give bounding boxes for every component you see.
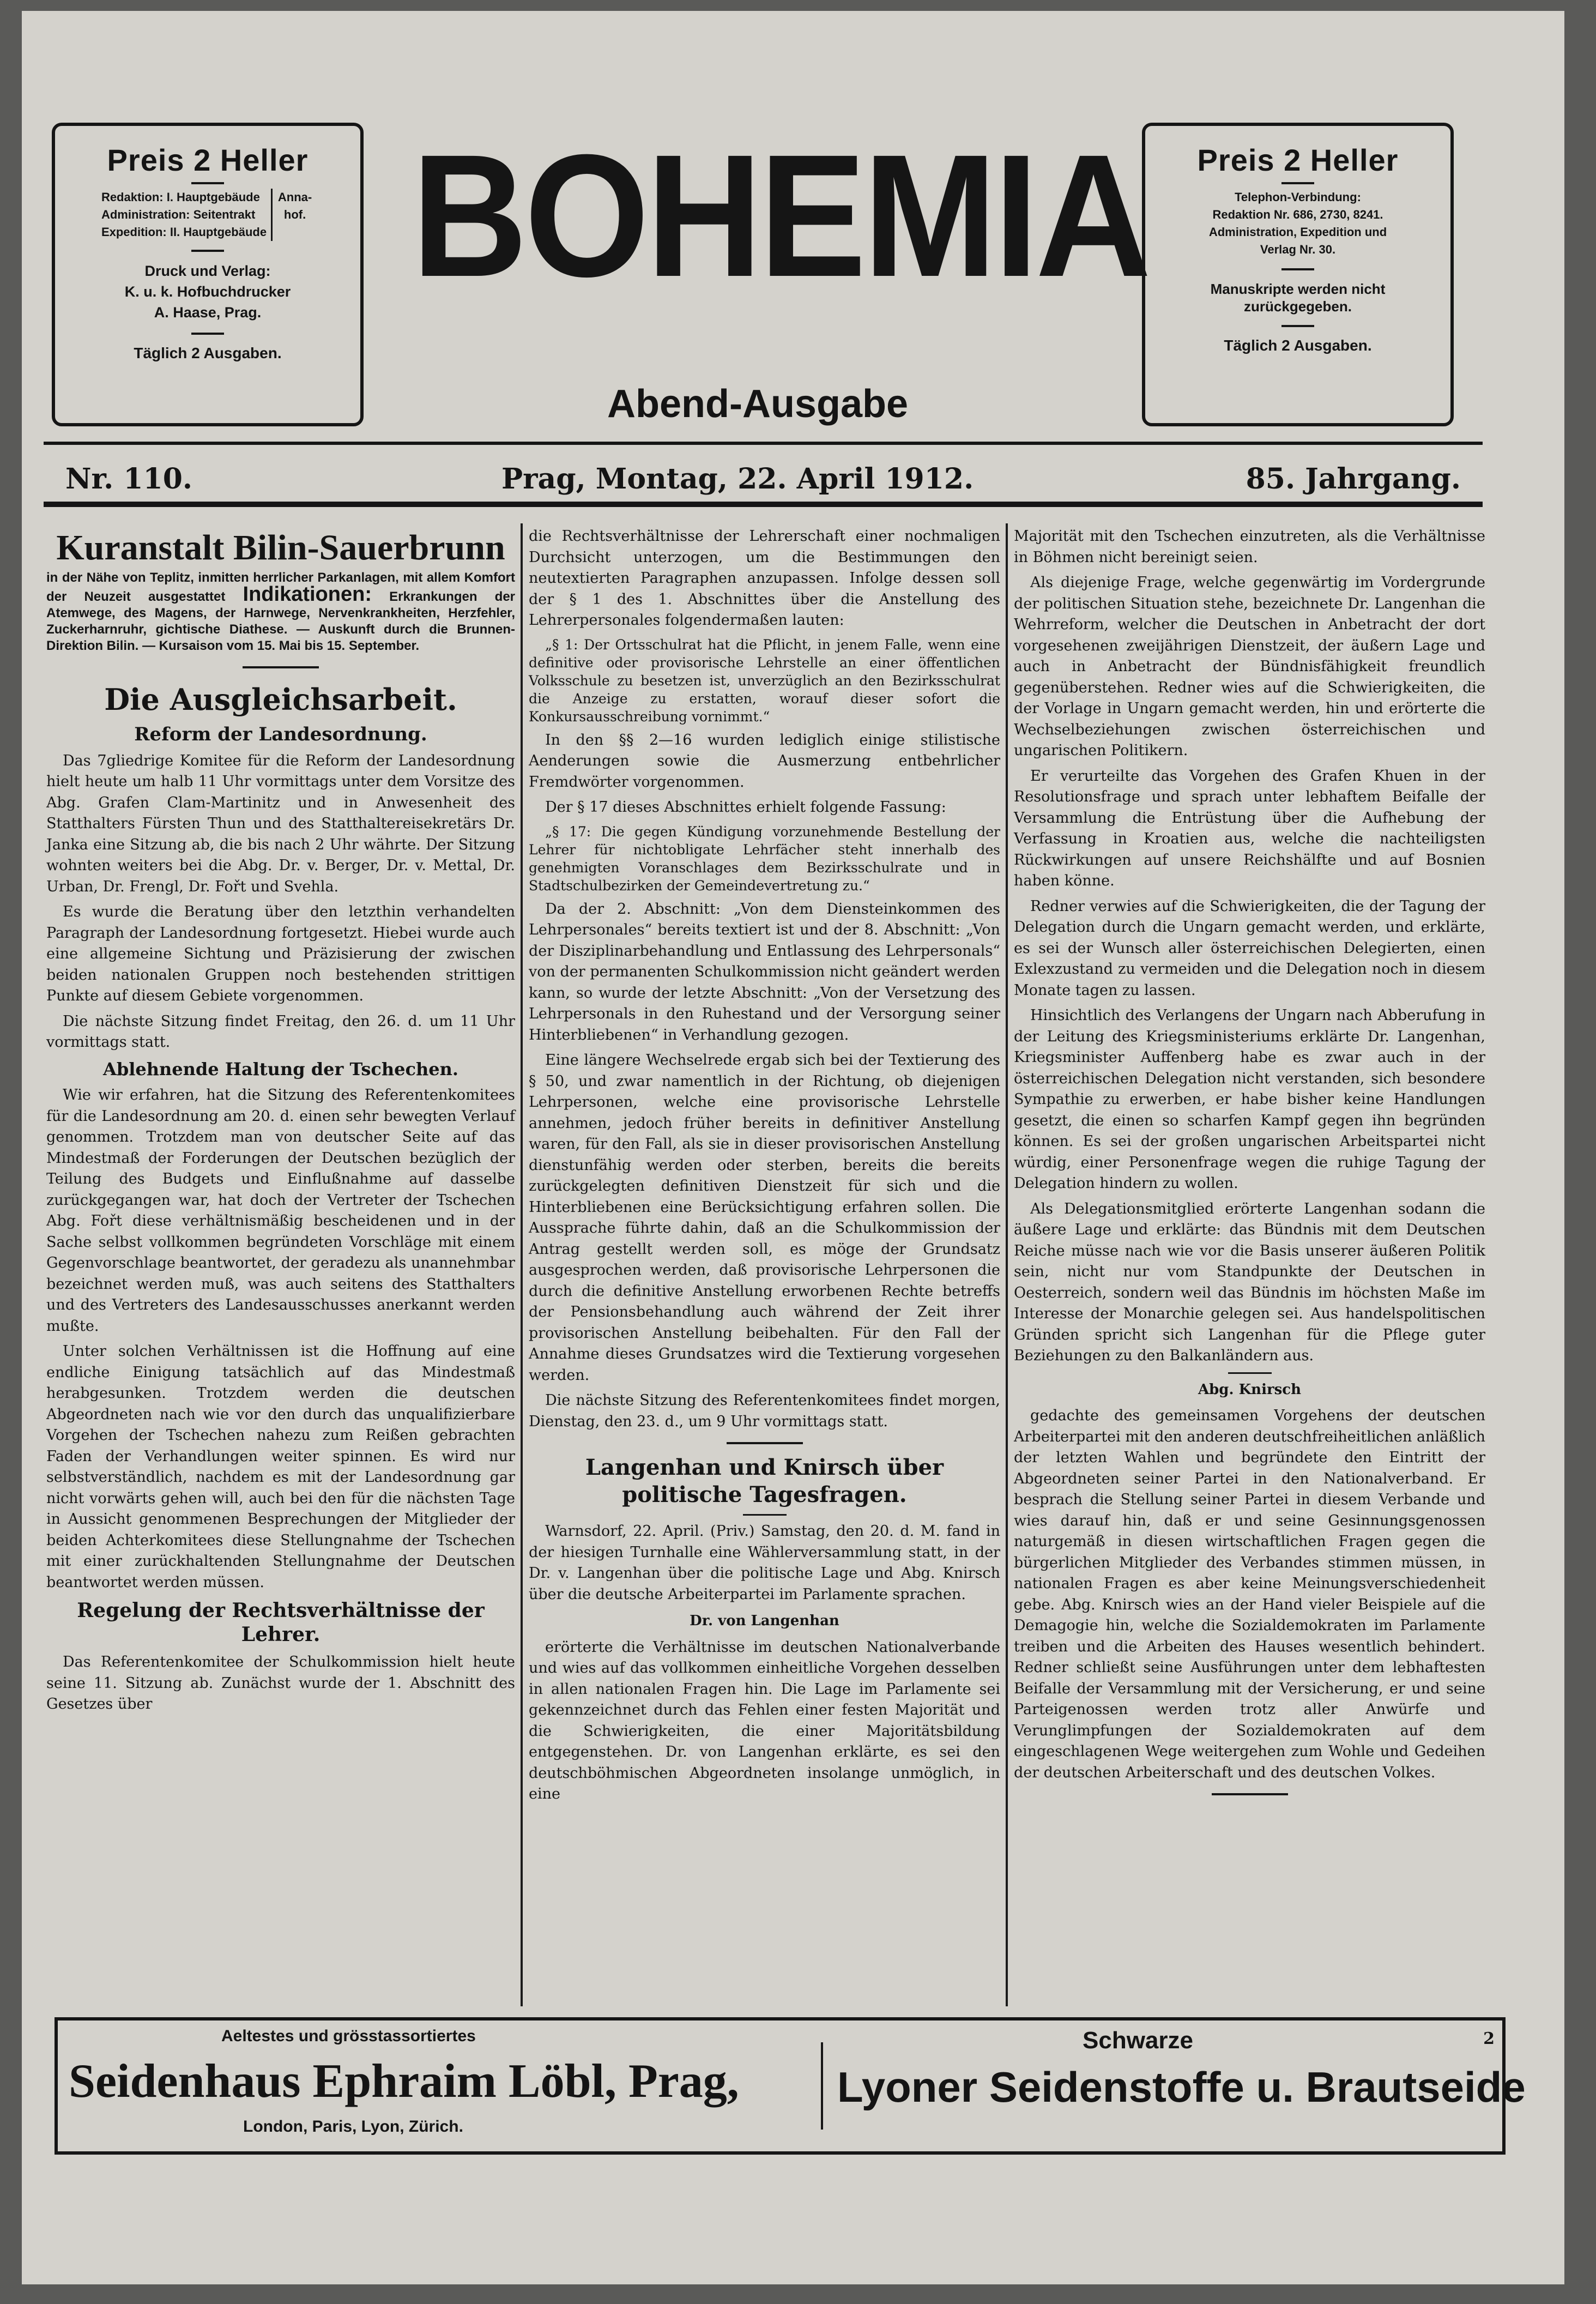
advertisement-box (55, 2017, 1526, 2155)
right-verlag: Verlag Nr. 30. (1260, 243, 1336, 256)
column-1 (46, 526, 515, 1720)
paragraph: erörterte die Verhältnisse im deutschen Nationalverbande und wies auf das vollkommen einheitliche Vorgehen desselben in allen nationalen Fragen hin. Die Lage im Parlamente sei gekennzeichnet durch das Fehlen einer festen Majorität und die Schwierigkeiten, die einer Majoritätsbildung entgegenstehen. Dr. von Langenhan erklärte, es sei den deutschböhmischen Abgeordneten insolange unmöglich, in eine (529, 1638, 1000, 1802)
paragraph: gedachte des gemeinsamen Vorgehens der deutschen Arbeiterpartei mit den anderen deutschfreiheitlichen anläßlich der letzten Wahlen und begründete den Eintritt der Abgeordneten seiner Partei in den Nationalverband. Er besprach die Stellung seiner Partei in diesem Verbande und wies darauf hin, daß er und seine Gesinnungsgenossen naturgemäß in diesen wirtschaftlichen Fragen gegen die bürgerlichen Mitglieder des Verbandes stimmen müssen, in nationalen Fragen es aber keine Meinungsverschiedenheit gebe. Abg. Knirsch wies an der Hand vieler Beispiele auf die Demagogie hin, welche die Sozialdemokraten im Parlamente treiben und die Arbeiten des Hauses wesentlich behindert. Redner schließt seine Ausführungen unter dem lebhaftesten Beifalle der Versammlung mit der Versicherung, er und seine Parteigenossen werden trotz aller Anwürfe und Verunglimpfungen der Sozialdemokraten auf dem eingeschlagenen Wege weitergehen zum Wohle und Gedeihen der deutschen Arbeiterschaft und des deutschen Volkes. (1014, 1407, 1485, 1781)
right-manuscripts: Manuskripte werden nicht (1210, 281, 1386, 297)
right-tel: Telephon-Verbindung: (1235, 190, 1361, 204)
left-line-2: Administration: Seitentrakt (101, 208, 256, 221)
left-line-1: Redaktion: I. Hauptgebäude (101, 190, 260, 204)
subhead-regelung: Regelung der Rechtsverhältnisse der Lehrer. (77, 1599, 485, 1646)
paragraph: Redner verwies auf die Schwierigkeiten, die der Tagung der Delegation durch die Ungarn gemacht werden, und erklärte, es sei der Wunsch aller österreichischen Delegierten, einen Exlexzustand zu vermeiden und die Delegation noch in diesem Monate tagen zu lassen. (1014, 897, 1485, 999)
headline-langenhan: Langenhan und Knirsch über politische Tagesfragen. (585, 1455, 944, 1507)
paragraph: Unter solchen Verhältnissen ist die Hoffnung auf eine endliche Einigung tatsächlich auf das Mindestmaß herabgesunken. Trotzdem werden die deutschen Abgeordneten nach wie vor den durch das unqualifizierbare Vorgehen der Tschechen nahezu zum Reißen gebrachten Faden der Verhandlungen weiter spinnen. Es wird nur selbstverständlich, nachdem es mit der Landesordnung gar nicht vorwärts gehen will, auch bei den für die nächsten Tage in Aussicht genommenen Besprechungen der Mitglieder der beiden Achterkomitees diese Stellungnahme der Tschechen mit einer zurückhaltenden Stellungnahme der Deutschen beantwortet werden müssen. (46, 1343, 515, 1591)
subhead-ablehnende: Ablehnende Haltung der Tschechen. (103, 1058, 458, 1079)
subhead-langenhan: Dr. von Langenhan (690, 1613, 839, 1629)
subhead-knirsch: Abg. Knirsch (1198, 1381, 1302, 1398)
left-print-title: Druck und Verlag: (144, 263, 271, 279)
right-manuscripts-2: zurückgegeben. (1244, 298, 1352, 315)
paragraph: Majorität mit den Tschechen einzutreten, als die Verhältnisse in Böhmen nicht bereinigt seien. (1014, 528, 1485, 566)
newspaper-page (22, 11, 1564, 2284)
right-redaktion: Redaktion Nr. 686, 2730, 8241. (1212, 208, 1383, 221)
paragraph: Das 7gliedrige Komitee für die Reform der Landesordnung hielt heute um halb 11 Uhr vormittags unter dem Vorsitze des Abg. Grafen Clam-Martinitz und in Anwesenheit des Statthalters Fürsten Thun und des Statthaltereisekretärs Dr. Janka eine Sitzung ab, die bis nach 2 Uhr währte. Der Sitzung wohnten weiters bei die Abg. Dr. v. Berger, Dr. v. Mettal, Dr. Urban, Dr. Frengl, Dr. Fořt und Svehla. (46, 752, 515, 895)
left-line-3: Expedition: II. Hauptgebäude (101, 225, 267, 239)
paragraph: Die nächste Sitzung des Referentenkomitees findet morgen, Dienstag, den 23. d., um 9 Uhr vormittags statt. (529, 1392, 1000, 1430)
left-printer: K. u. k. Hofbuchdrucker (124, 284, 291, 300)
paragraph: Hinsichtlich des Verlangens der Ungarn nach Abberufung in der Leitung des Kriegsministeriums erklärte Dr. Langenhan, Kriegsminister Auffenberg habe es zwar auch in der österreichischen Delegation nicht verstanden, sich besondere Sympathie zu erwerben, er habe bisher keine Handlungen gesetzt, die einen so scharfen Kampf gegen ihn begründen können. Es sei der großen ungarischen Arbeitspartei nicht würdig, einer Personenfrage wegen die ruhige Tagung der Delegation hindern zu wollen. (1014, 1007, 1485, 1192)
column-3 (1014, 526, 1485, 1805)
issue-date: Prag, Montag, 22. April 1912. (501, 462, 974, 496)
paragraph: Es wurde die Beratung über den letzthin verhandelten Paragraph der Landesordnung fortgesetzt. Hiebei wurde auch eine allgemeine Sichtung und Präzisierung der zwischen beiden nationalen Gruppen noch bestehenden strittigen Punkte auf diesem Gebiete vorgenommen. (46, 903, 515, 1004)
paragraph: Als Delegationsmitglied erörterte Langenhan sodann die äußere Lage und erklärte: das Bündnis mit dem Deutschen Reiche müsse nach wie vor die Basis unserer äußeren Politik sein, nicht nur vom Standpunkte der Deutschen in Oesterreich, sondern weil das Bündnis im höchsten Maße im Interesse der Monarchie gelegen sei. Aus handelspolitischen Gründen spricht sich Langenhan für die Pflege guter Beziehungen zu den Balkanländern aus. (1014, 1200, 1485, 1364)
ad-corner-number: 2 (1483, 2029, 1495, 2048)
left-info-box (52, 123, 364, 426)
paragraph: Warnsdorf, 22. April. (Priv.) Samstag, den 20. d. M. fand in der hiesigen Turnhalle eine Wählerversammlung statt, in der Dr. v. Langenhan über die politische Lage und Abg. Knirsch über die deutsche Arbeiterpartei im Parlamente sprachen. (529, 1523, 1000, 1603)
column-divider-2 (1006, 523, 1008, 2006)
indikationen-text: Erkrankungen der Atemwege, des Magens, der Harnwege, Nervenkrankheiten, Herzfehler, Zuckerharnruhr, gichtische Diathese. — Auskunft durch die Brunnen-Direktion Bilin. — Kursaison vom 15. Mai bis 15. September. (46, 589, 516, 653)
indikationen-label: Indikationen: (243, 583, 372, 606)
issue-number: Nr. 110. (65, 462, 193, 496)
paragraph: Da der 2. Abschnitt: „Von dem Diensteinkommen des Lehrpersonales“ bereits textiert ist und der 8. Abschnitt: „Von der Disziplinarbehandlung und Entlassung des Lehrpersonals“ von der permanenten Schulkommission nicht geändert werden kann, so wurde der letzte Abschnitt: „Von der Versetzung des Lehrpersonals in den Ruhestand und der Versorgung seiner Hinterbliebenen“ in Verhandlung gezogen. (529, 900, 1000, 1044)
paragraph: Eine längere Wechselrede ergab sich bei der Textierung des § 50, und zwar namentlich in der Richtung, ob diejenigen Lehrpersonen, welche eine provisorische Lehrstelle annehmen, jedoch früher bereits in definitiver Anstellung waren, für den Fall, als sie in dieser provisorischen Anstellung dienstunfähig werden oder sterben, bereits die bereits zurückgelegten definitiven Dienstzeit für sich und die Hinterbliebenen eine Berücksichtigung erfahren sollen. Die Aussprache führte dahin, daß an die Schulkommission der Antrag gestellt werden soll, es möge der Grundsatz ausgesprochen werden, daß provisorische Lehrpersonen die durch die definitive Anstellung erworbenen Rechte betreffs der Pensionsbehandlung auch während der Zeit ihrer provisorischen Anstellung beibehalten. Für den Fall der Annahme dieses Grundsatzes wird die Textierung vorgesehen werden. (529, 1052, 1000, 1384)
right-price: Preis 2 Heller (1197, 143, 1399, 177)
left-side-note: Anna-hof. (271, 189, 314, 241)
headline-ausgleich: Die Ausgleichsarbeit. (104, 682, 457, 717)
left-price: Preis 2 Heller (107, 143, 309, 177)
dateline (44, 458, 1483, 502)
right-admin: Administration, Expedition und (1208, 225, 1387, 239)
paragraph: Er verurteilte das Vorgehen des Grafen Khuen in der Resolutionsfrage und sprach unter lebhaftem Beifalle der Versammlung die Entrüstung über die Aufhebung der Verfassung in Kroatien aus, welche die nachteiligsten Rückwirkungen auf unsere Reichshälfte und auf Bosnien haben könne. (1014, 767, 1485, 889)
ad-left-top: Aeltestes und grösstassortiertes (221, 2027, 476, 2045)
paragraph: Die nächste Sitzung findet Freitag, den 26. d. um 11 Uhr vormittags statt. (46, 1012, 515, 1051)
bottom-rule (44, 502, 1483, 507)
kuranstalt-body: in der Nähe von Teplitz, inmitten herrlicher Parkanlagen, mit allem Komfort der Neuzeit ausgestattet (46, 570, 515, 604)
paragraph: Der § 17 dieses Abschnittes erhielt folgende Fassung: (545, 799, 946, 816)
right-info-box (1142, 123, 1454, 426)
kuranstalt-title: Kuranstalt Bilin-Sauerbrunn (56, 528, 505, 568)
masthead-title: BOHEMIA (412, 118, 1148, 313)
ad-right-main: Lyoner Seidenstoffe u. Brautseide (837, 2063, 1526, 2111)
ad-divider (821, 2042, 823, 2130)
paragraph: „§ 17: Die gegen Kündigung vorzunehmende Bestellung der Lehrer für nichtobligate Lehrfächer steht innerhalb des genehmigten Voranschlages dem Bezirksschulrate und in Stadtschulbezirken der Gemeindevertretung zu.“ (529, 823, 1000, 894)
paragraph: In den §§ 2—16 wurden lediglich einige stilistische Aenderungen sowie die Ausmerzung entbehrlicher Fremdwörter vorgenommen. (529, 731, 1000, 791)
top-rule (44, 442, 1483, 445)
ad-right-top: Schwarze (1083, 2027, 1193, 2054)
left-printer-2: A. Haase, Prag. (154, 304, 262, 321)
paragraph: Wie wir erfahren, hat die Sitzung des Referentenkomitees für die Landesordnung am 20. d. einen sehr bewegten Verlauf genommen. Trotzdem man von deutscher Seite auf das Mindestmaß der Forderungen der Deutschen bezüglich der Teilung des Budgets und Einflußnahme auf dasselbe zurückgegangen war, hat doch der Vertreter der Tschechen Abg. Fořt diese verhältnismäßig bescheidenen und in der Sache selbst vollkommen begründeten Vorschläge mit einem Gegenvorschlage beantwortet, der geradezu als unannehmbar bezeichnet werden muß, was auch seitens des Statthalters und des Vertreters des Landesausschusses anerkannt werden mußte. (46, 1087, 515, 1335)
column-divider-1 (521, 523, 523, 2006)
right-daily: Täglich 2 Ausgaben. (1224, 337, 1372, 354)
paragraph: „§ 1: Der Ortsschulrat hat die Pflicht, in jenem Falle, wenn eine definitive oder provisorische Lehrstelle an einer öffentlichen Volksschule zu besetzen ist, unverzüglich an den Bezirksschulrat die Anzeige zu erstatten, worauf dieser sofort die Konkursausschreibung vornimmt.“ (529, 636, 1000, 725)
edition-label: Abend-Ausgabe (607, 382, 909, 426)
column-2 (529, 526, 1000, 1810)
paragraph: Das Referentenkomitee der Schulkommission hielt heute seine 11. Sitzung ab. Zunächst wurde der 1. Abschnitt des Gesetzes über (46, 1654, 515, 1712)
ad-left-main: Seidenhaus Ephraim Löbl, Prag, (69, 2055, 739, 2108)
subhead-landesordnung: Reform der Landesordnung. (134, 723, 427, 745)
left-daily: Täglich 2 Ausgaben. (134, 345, 282, 361)
issue-volume: 85. Jahrgang. (1246, 462, 1461, 496)
paragraph: Als diejenige Frage, welche gegenwärtig im Vordergrunde der politischen Situation stehe, bezeichnete Dr. Langenhan die Wehrreform, welcher die Deutschen in Anbetracht der dort vorgesehenen zweijährigen Dienstzeit, der äußern Lage und auch in Anbetracht der Bündnisfähigkeit freundlich gegenüberstehen. Redner wies auf die Schwierigkeiten, die der Vorlage in Ungarn gemacht werden, hin und erörterte die Wechselbeziehungen zwischen österreichischen und ungarischen Politikern. (1014, 574, 1485, 759)
kuranstalt-text (46, 570, 515, 654)
paragraph: die Rechtsverhältnisse der Lehrerschaft einer nochmaligen Durchsicht unterzogen, um die Bestimmungen den neutextierten Paragraphen anzupassen. Infolge dessen soll der § 1 des 1. Abschnittes über die Anstellung des Lehrerpersonales folgendermaßen lauten: (529, 528, 1000, 629)
ad-left-bottom: London, Paris, Lyon, Zürich. (243, 2118, 463, 2136)
